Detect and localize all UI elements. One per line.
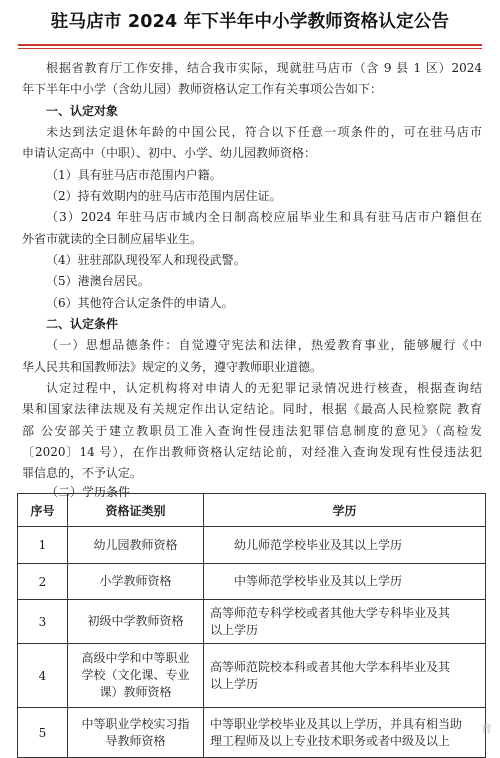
section2-sub-heading: （二）学历条件 bbox=[46, 485, 131, 499]
intro-line: 年下半年中小学（含幼儿园）教师资格认定工作有关事项公告如下： bbox=[22, 82, 383, 96]
row-education: 高等师范专科学校或者其他大学专科毕业及其 以上学历 bbox=[204, 600, 486, 644]
row-number: 4 bbox=[18, 644, 68, 708]
row-education: 中等职业学校毕业及其以上学历，并具有相当助 理工程师及以上专业技术职务或者中级及以上 bbox=[204, 708, 486, 758]
qualification-table bbox=[17, 493, 486, 758]
table-header-row bbox=[18, 494, 486, 527]
row-certificate-type: 初级中学教师资格 bbox=[68, 600, 204, 644]
header-number: 序号 bbox=[18, 494, 68, 527]
section1-lead-line: 申请认定高中（中职）、初中、小学、幼儿园教师资格： bbox=[22, 146, 317, 160]
table-row bbox=[18, 527, 486, 564]
section1-item: （2）持有效期内的驻马店市范围内居住证。 bbox=[46, 189, 282, 203]
header-education: 学历 bbox=[204, 494, 486, 527]
row-education: 中等师范学校毕业及其以上学历 bbox=[204, 564, 486, 600]
header-certificate-type: 资格证类别 bbox=[68, 494, 204, 527]
section1-item: （5）港澳台居民。 bbox=[46, 274, 150, 288]
section1-item: （4）驻驻部队现役军人和现役武警。 bbox=[46, 253, 246, 267]
page-title: 驻马店市 2024 年下半年中小学教师资格认定公告 bbox=[50, 12, 450, 32]
row-certificate-type: 中等职业学校实习指 导教师资格 bbox=[68, 708, 204, 758]
row-number: 5 bbox=[18, 708, 68, 758]
title-rule-thick bbox=[18, 44, 482, 46]
section2-heading: 二、认定条件 bbox=[46, 317, 119, 331]
section1-item: （1）具有驻马店市范围内户籍。 bbox=[46, 168, 222, 182]
row-certificate-type: 小学教师资格 bbox=[68, 564, 204, 600]
section2-para2-line: 认定过程中，认定机构将对申请人的无犯罪记录情况进行核查，根据查询结 bbox=[46, 381, 482, 395]
intro-line: 根据省教育厅工作安排，结合我市实际，现就驻马店市（含 9 县 1 区）2024 bbox=[46, 61, 482, 75]
section1-heading: 一、认定对象 bbox=[46, 104, 119, 118]
section2-para2-line: 罪信息的，不予认定。 bbox=[22, 466, 143, 480]
section2-para2-line: 部 公安部关于建立教职员工准入查询性侵违法犯罪信息制度的意见》（高检发 bbox=[22, 424, 482, 438]
table-row bbox=[18, 564, 486, 600]
section1-lead-line: 未达到法定退休年龄的中国公民，符合以下任意一项条件的，可在驻马店市 bbox=[46, 125, 482, 139]
section1-item: （3）2024 年驻马店市域内全日制高校应届毕业生和具有驻马店市户籍但在 bbox=[46, 210, 482, 224]
watermark-text: 育 bbox=[481, 722, 492, 735]
section2-para1-line: （一）思想品德条件：自觉遵守宪法和法律，热爱教育事业，能够履行《中 bbox=[46, 338, 482, 352]
row-number: 2 bbox=[18, 564, 68, 600]
table-row bbox=[18, 600, 486, 644]
table-row bbox=[18, 644, 486, 708]
row-certificate-type: 幼儿园教师资格 bbox=[68, 527, 204, 564]
section2-para1-line: 华人民共和国教师法》规定的义务，遵守教师职业道德。 bbox=[22, 360, 323, 374]
row-education: 幼儿师范学校毕业及其以上学历 bbox=[204, 527, 486, 564]
title-rule-thin bbox=[18, 48, 482, 49]
section1-item: 外省市就读的全日制应届毕业生。 bbox=[22, 232, 203, 246]
table-row bbox=[18, 708, 486, 758]
row-number: 3 bbox=[18, 600, 68, 644]
section2-para2-line: 果和国家法律法规及有关规定作出认定结论。同时，根据《最高人民检察院 教育 bbox=[22, 402, 482, 416]
row-education: 高等师范院校本科或者其他大学本科毕业及其 以上学历 bbox=[204, 644, 486, 708]
row-certificate-type: 高级中学和中等职业 学校（文化课、专业 课）教师资格 bbox=[68, 644, 204, 708]
row-number: 1 bbox=[18, 527, 68, 564]
section2-para2-line: 〔2020〕14 号），在作出教师资格认定结论前，对经准入查询发现有性侵违法犯 bbox=[22, 445, 482, 459]
section1-item: （6）其他符合认定条件的申请人。 bbox=[46, 296, 234, 310]
